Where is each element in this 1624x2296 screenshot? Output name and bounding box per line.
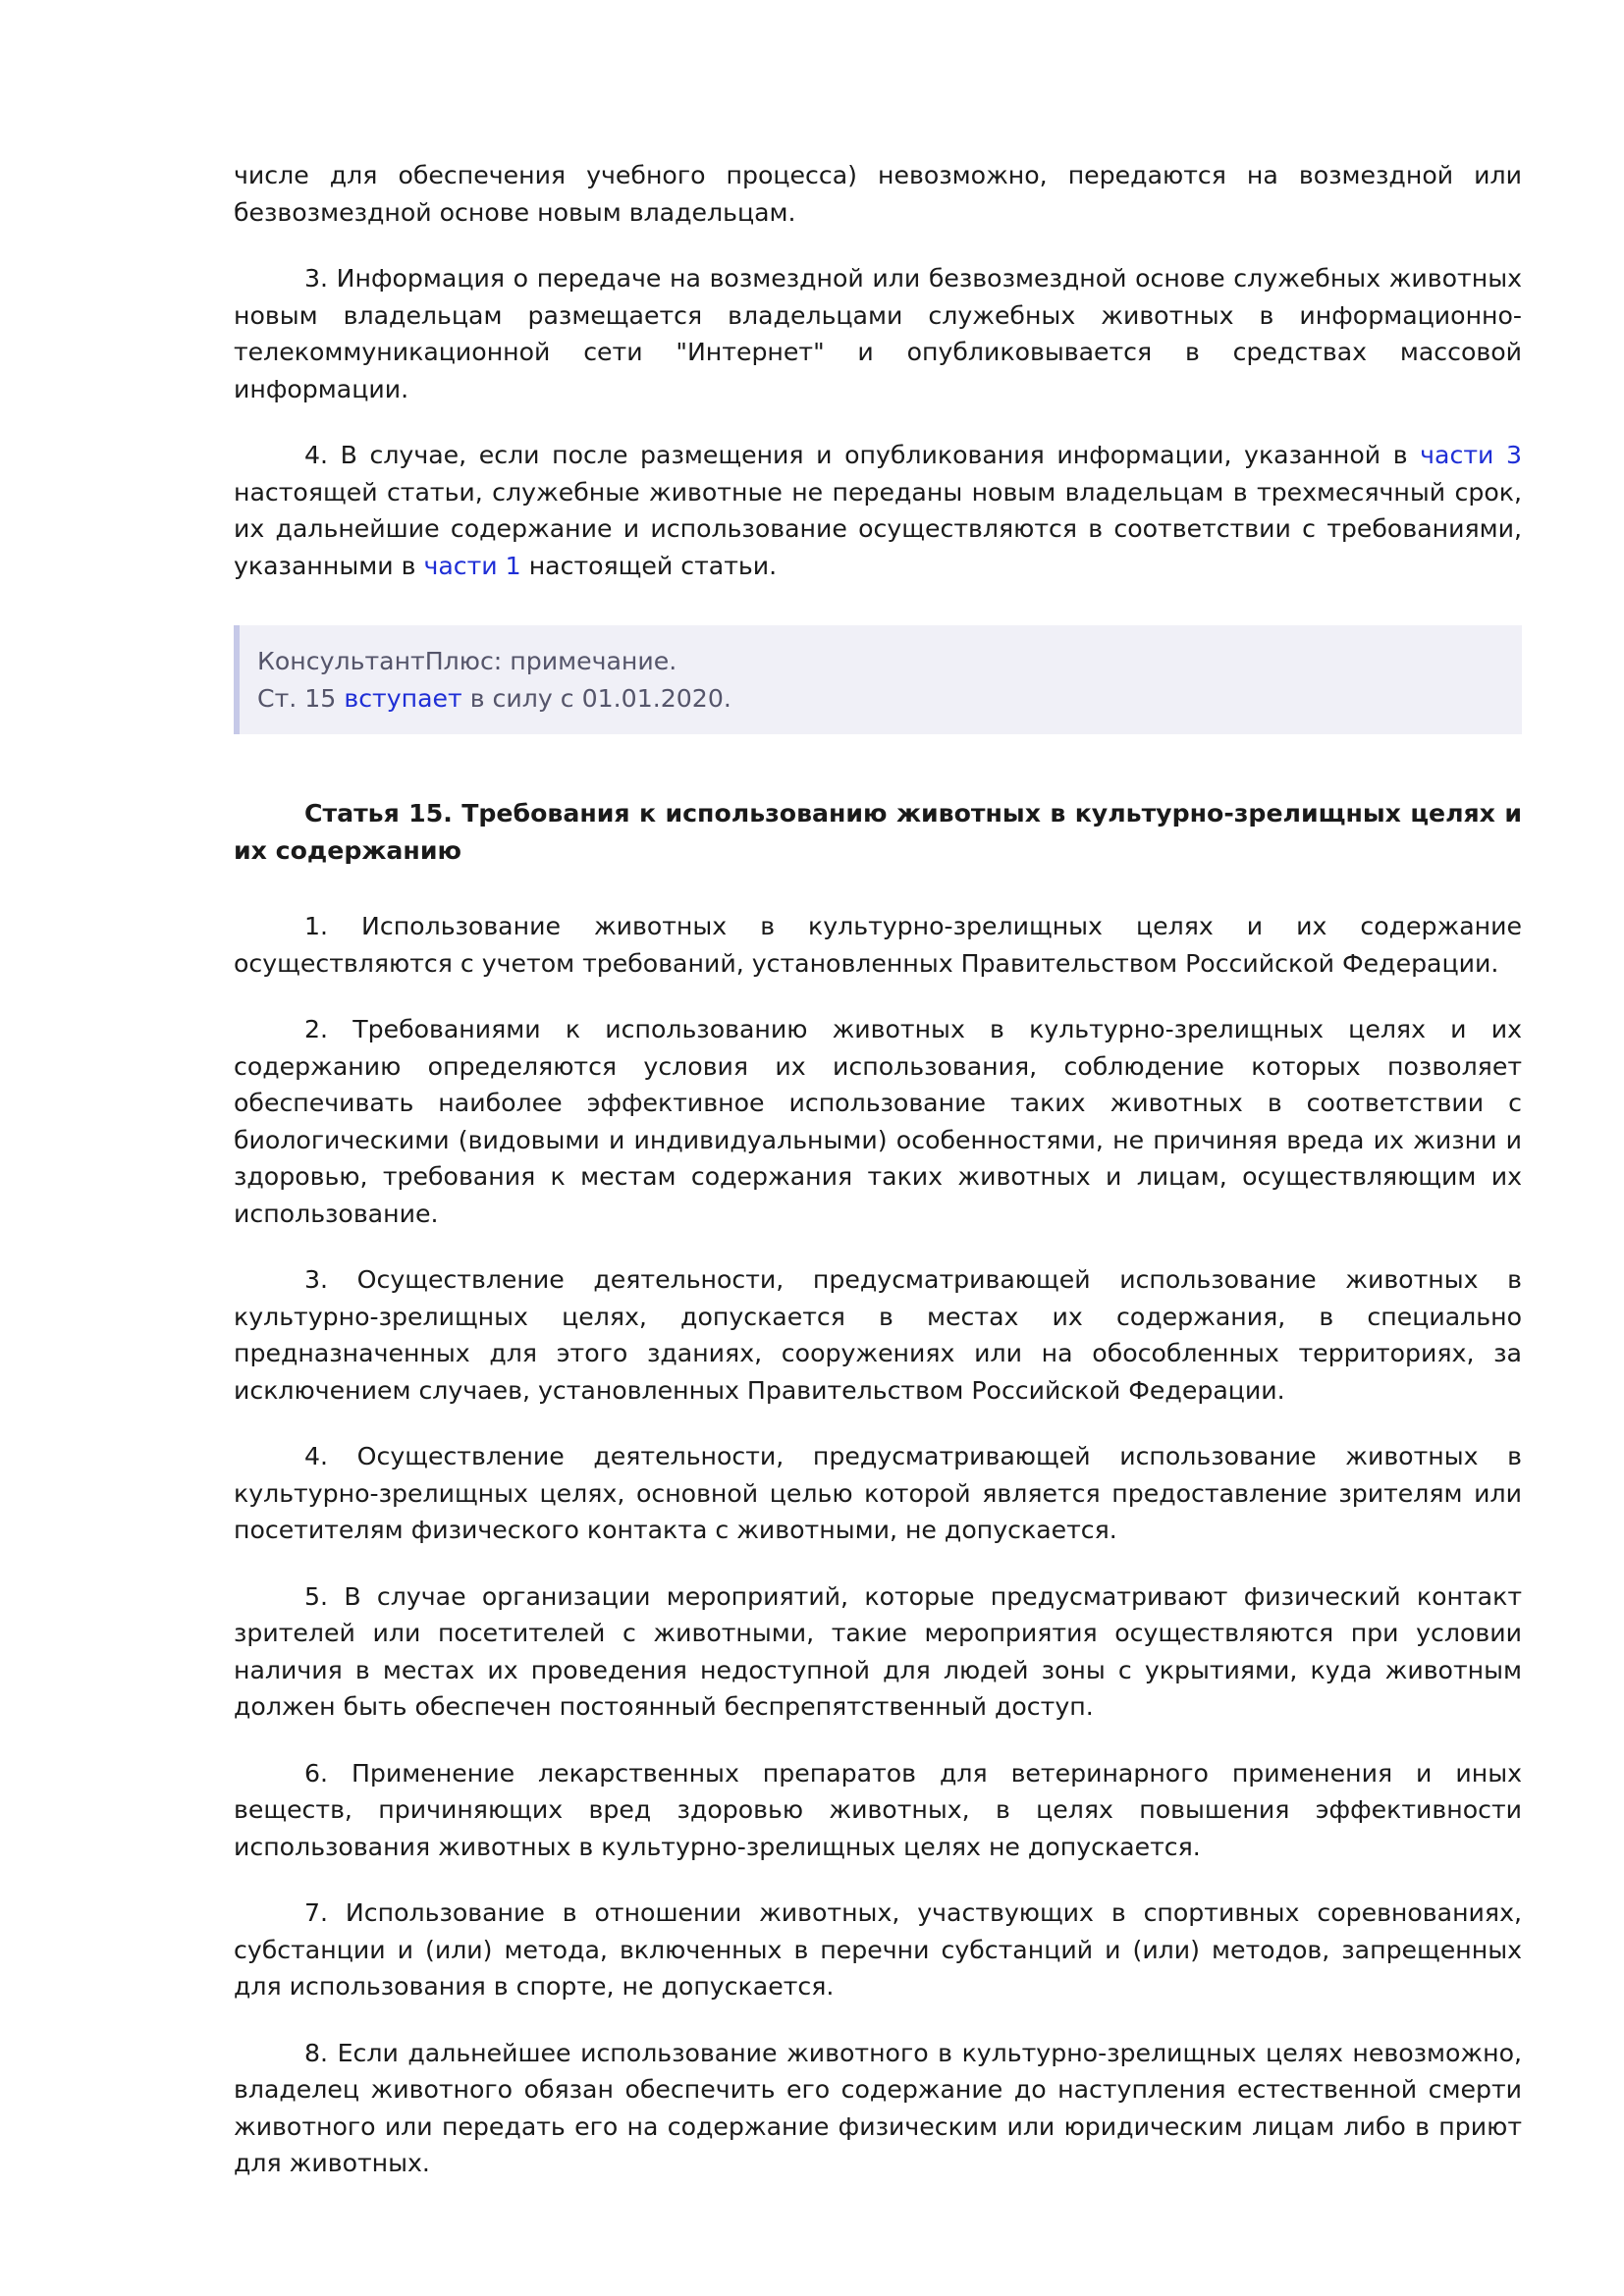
link-part-1[interactable]: части 1 <box>423 551 521 580</box>
article-heading: Статья 15. Требования к использованию животных в культурно-зрелищных целях и их содержанию <box>234 799 1522 865</box>
article-paragraph-6: 6. Применение лекарственных препаратов для ветеринарного применения и иных веществ, причиняющих вред здоровью животных, в целях повышения эффективности использования животных в культурно-зрелищных целях не допускается. <box>234 1758 1522 1861</box>
note-text-a: Ст. 15 <box>257 683 345 713</box>
link-part-3[interactable]: части 3 <box>1420 441 1522 469</box>
document-page <box>234 157 1522 2182</box>
note-text-b: в силу с 01.01.2020. <box>461 683 731 713</box>
note-link-vstupaet[interactable]: вступает <box>344 683 462 713</box>
article-paragraph-2: 2. Требованиями к использованию животных в культурно-зрелищных целях и их содержанию определяются условия их использования, соблюдение которых позволяет обеспечивать наиболее эффективное использование таких животных в соответствии с биологическими (видовыми и индивидуальными) особенностями, не причиняя вреда их жизни и здоровью, требования к местам содержания таких животных и лицам, осуществляющим их использование. <box>234 1015 1522 1228</box>
consultant-note <box>234 625 1522 734</box>
article-paragraph-4: 4. Осуществление деятельности, предусматривающей использование животных в культурно-зрелищных целях, основной целью которой является предоставление зрителям или посетителям физического контакта с животными, не допускается. <box>234 1442 1522 1544</box>
article-paragraph-1: 1. Использование животных в культурно-зрелищных целях и их содержание осуществляются с учетом требований, установленных Правительством Российской Федерации. <box>234 912 1522 978</box>
article-paragraph-8: 8. Если дальнейшее использование животного в культурно-зрелищных целях невозможно, владелец животного обязан обеспечить его содержание до наступления естественной смерти животного или передать его на содержание физическим или юридическим лицам либо в приют для животных. <box>234 2038 1522 2177</box>
article-paragraph-5: 5. В случае организации мероприятий, которые предусматривают физический контакт зрителей или посетителей с животными, такие мероприятия осуществляются при условии наличия в местах их проведения недоступной для людей зоны с укрытиями, куда животным должен быть обеспечен постоянный беспрепятственный доступ. <box>234 1581 1522 1721</box>
paragraph-4 <box>234 437 1522 584</box>
paragraph-4-text-b: настоящей статьи, служебные животные не переданы новым владельцам в трехмесячный срок, их дальнейшие содержание и использование осуществляются в соответствии с требованиями, указанными в <box>234 477 1522 580</box>
paragraph-3: 3. Информация о передаче на возмездной или безвозмездной основе служебных животных новым владельцам размещается владельцами служебных животных в информационно-телекоммуникационной сети "Интернет" и опубликовывается в средствах массовой информации. <box>234 264 1522 403</box>
paragraph-continuation: числе для обеспечения учебного процесса) невозможно, передаются на возмездной или безвозмездной основе новым владельцам. <box>234 161 1522 227</box>
paragraph-4-text-a: 4. В случае, если после размещения и опубликования информации, указанной в <box>304 441 1421 469</box>
note-body <box>257 680 1504 718</box>
note-title: КонсультантПлюс: примечание. <box>257 647 677 675</box>
article-paragraph-7: 7. Использование в отношении животных, участвующих в спортивных соревнованиях, субстанции и (или) метода, включенных в перечни субстанций и (или) методов, запрещенных для использования в спорте, не допускается. <box>234 1898 1522 2001</box>
article-paragraph-3: 3. Осуществление деятельности, предусматривающей использование животных в культурно-зрелищных целях, допускается в местах их содержания, в специально предназначенных для этого зданиях, сооружениях или на обособленных территориях, за исключением случаев, установленных Правительством Российской Федерации. <box>234 1265 1522 1405</box>
paragraph-4-text-c: настоящей статьи. <box>520 551 778 580</box>
